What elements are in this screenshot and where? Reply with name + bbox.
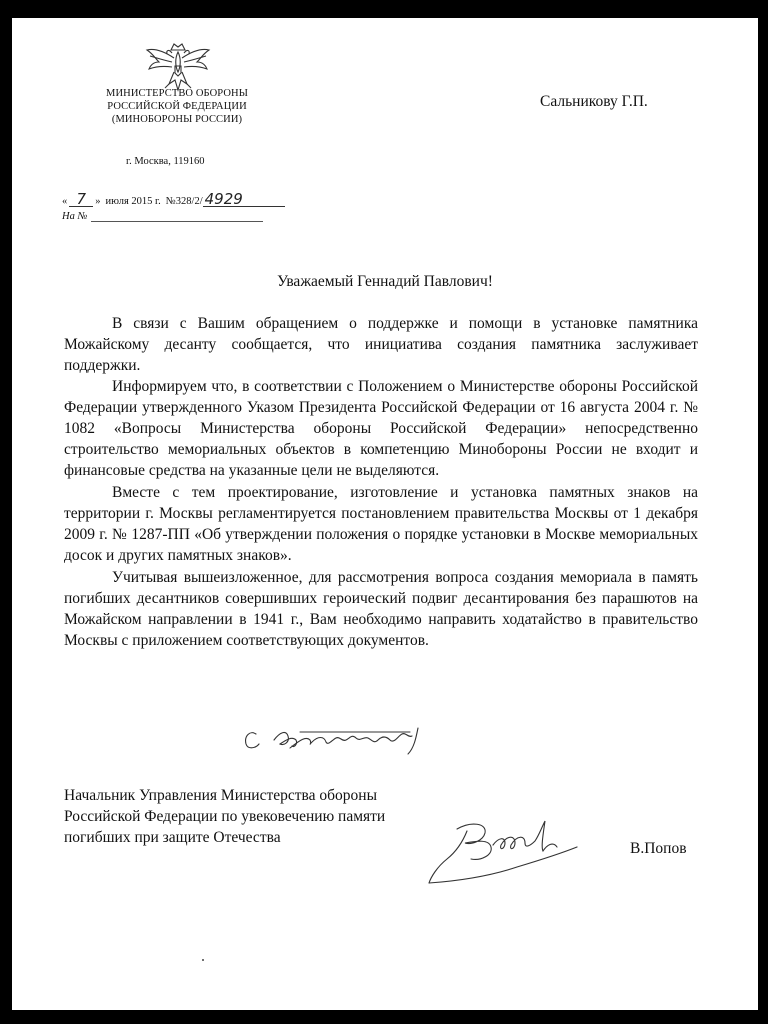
signer-title-line: погибших при защите Отечества — [64, 829, 281, 846]
handwritten-closing-image — [240, 718, 440, 758]
ministry-line: (МИНОБОРОНЫ РОССИИ) — [111, 114, 243, 125]
signer-name: В.Попов — [630, 840, 687, 857]
number-prefix: №328/2/ — [165, 196, 203, 207]
month-year: июля 2015 г. — [105, 196, 161, 207]
ministry-letterhead — [82, 87, 272, 126]
paragraph-4: Учитывая вышеизложенное, для рассмотрения вопроса создания мемориала в память погибших десантников совершивших героический подвиг десантирования без парашютов на Можайском направлении в 1941 г., Вам необходимо направить ходатайство в правительство Москвы с приложением соответствующих документов. — [64, 569, 698, 649]
paragraph-1: В связи с Вашим обращением о поддержке и помощи в установке памятника Можайскому десанту сообщается, что инициатива создания памятника заслуживает поддержки. — [64, 315, 698, 374]
city-address: г. Москва, 119160 — [126, 156, 205, 167]
salutation: Уважаемый Геннадий Павлович! — [277, 273, 493, 290]
paragraph-2: Информируем что, в соответствии с Положением о Министерстве обороны Российской Федерации утвержденного Указом Президента Российской Федерации от 16 августа 2004 г. № 1082 «Вопросы Министерства обороны Российской Федерации» непосредственно строительство мемориальных объектов в компетенцию Минобороны России не входит и финансовые средства на указанные цели не выделяются. — [64, 378, 698, 479]
handwritten-number: 4929 — [203, 192, 285, 207]
signer-title-line: Начальник Управления Министерства обороны — [64, 787, 377, 804]
signature-image — [427, 811, 607, 891]
ministry-line: РОССИЙСКОЙ ФЕДЕРАЦИИ — [107, 101, 247, 112]
signer-title-line: Российской Федерации по увековечению памяти — [64, 808, 386, 825]
signer-title — [64, 785, 385, 848]
letter-page — [12, 18, 758, 1010]
reference-label: На № — [62, 211, 88, 222]
reference-line — [62, 211, 263, 222]
letter-body — [64, 313, 698, 651]
reference-blank — [91, 211, 263, 222]
close-quote: » — [95, 196, 101, 207]
handwritten-day: 7 — [69, 192, 93, 207]
scan-speck — [202, 959, 204, 961]
dateline — [62, 192, 285, 207]
open-quote: « — [62, 196, 68, 207]
ministry-line: МИНИСТЕРСТВО ОБОРОНЫ — [106, 88, 248, 99]
paragraph-3: Вместе с тем проектирование, изготовление и установка памятных знаков на территории г. Москвы регламентируется постановлением правительства Москвы от 1 декабря 2009 г. № 1287-ПП «Об утверждении положения о порядке установки в Москве мемориальных досок и других памятных знаков». — [64, 484, 698, 564]
addressee: Сальникову Г.П. — [540, 93, 648, 110]
